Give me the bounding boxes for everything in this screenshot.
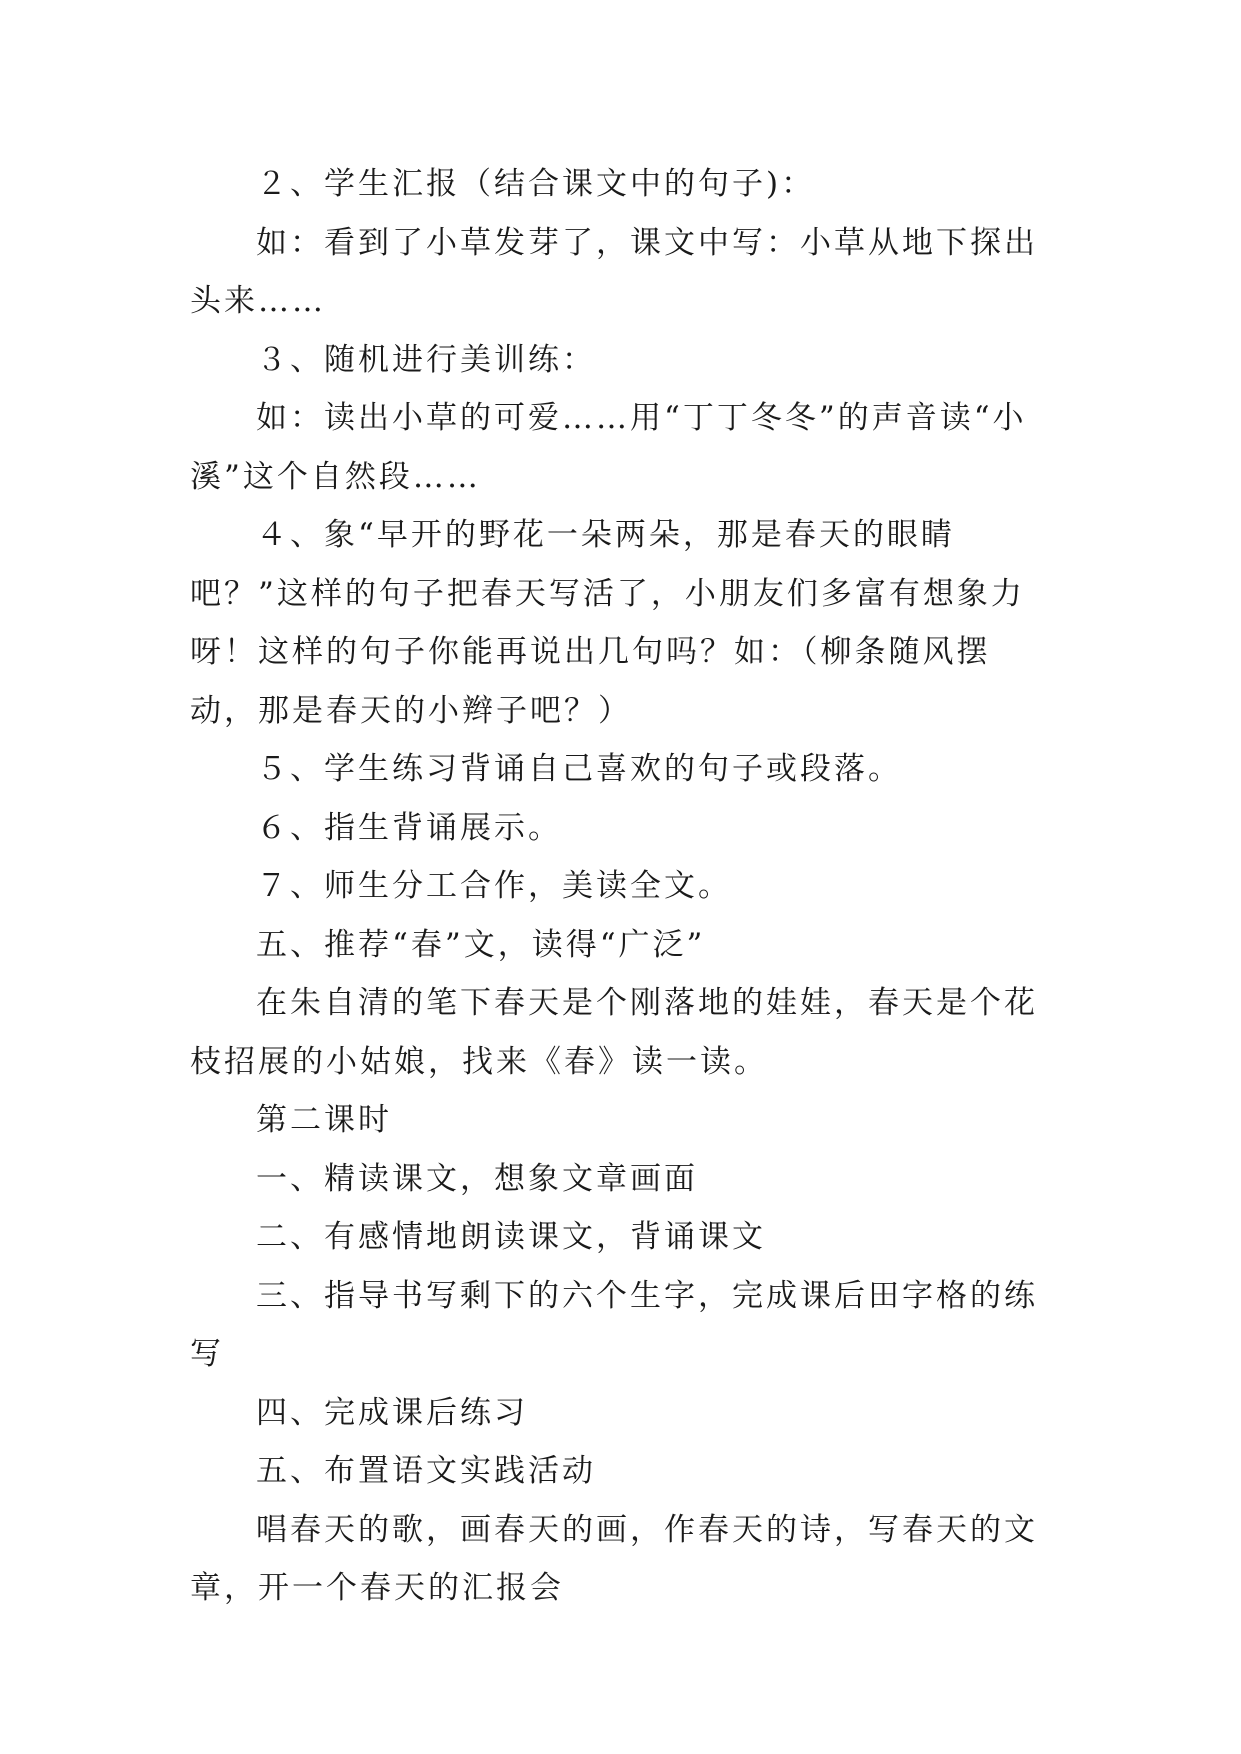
paragraph: ４、象“早开的野花一朵两朵，那是春天的眼睛吧？”这样的句子把春天写活了，小朋友们多富有想象力呀！这样的句子你能再说出几句吗？如：（柳条随风摆动，那是春天的小辫子吧？） bbox=[190, 517, 1025, 729]
paragraph: ２、学生汇报（结合课文中的句子)： bbox=[256, 166, 816, 202]
document-body bbox=[190, 155, 1055, 1618]
paragraph: ５、学生练习背诵自己喜欢的句子或段落。 bbox=[256, 751, 902, 787]
section-heading: 一、精读课文，想象文章画面 bbox=[256, 1160, 698, 1197]
paragraph: ３、随机进行美训练： bbox=[256, 341, 596, 378]
paragraph: 如：看到了小草发芽了，课文中写：小草从地下探出头来…… bbox=[190, 224, 1038, 319]
paragraph: 如：读出小草的可爱……用“丁丁冬冬”的声音读“小溪”这个自然段…… bbox=[190, 400, 1027, 495]
lesson-heading: 第二课时 bbox=[256, 1102, 392, 1138]
section-heading: 五、推荐“春”文，读得“广泛” bbox=[256, 926, 706, 963]
paragraph: 在朱自清的笔下春天是个刚落地的娃娃，春天是个花枝招展的小姑娘，找来《春》读一读。 bbox=[190, 985, 1038, 1080]
paragraph: 唱春天的歌，画春天的画，作春天的诗，写春天的文章，开一个春天的汇报会 bbox=[190, 1511, 1038, 1606]
paragraph: ７、师生分工合作，美读全文。 bbox=[256, 868, 732, 904]
section-heading: 三、指导书写剩下的六个生字，完成课后田字格的练写 bbox=[190, 1277, 1038, 1372]
section-heading: 四、完成课后练习 bbox=[256, 1394, 528, 1431]
section-heading: 二、有感情地朗读课文，背诵课文 bbox=[256, 1219, 766, 1255]
paragraph: ６、指生背诵展示。 bbox=[256, 809, 562, 846]
section-heading: 五、布置语文实践活动 bbox=[256, 1453, 596, 1489]
